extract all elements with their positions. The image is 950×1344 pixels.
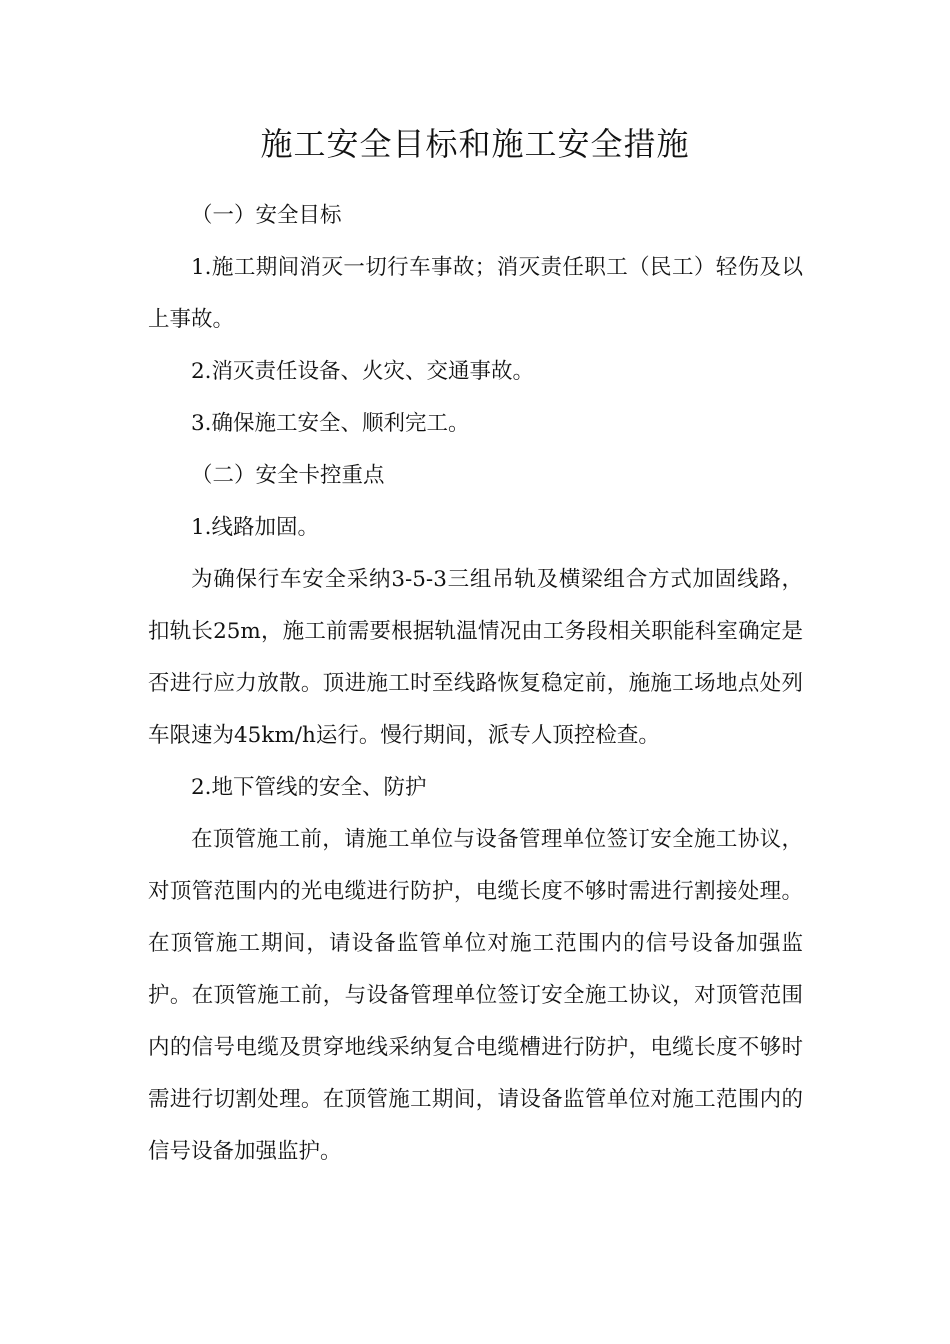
document-title: 施工安全目标和施工安全措施	[260, 125, 690, 163]
paragraph-track-reinforcement-heading: 1.线路加固。	[191, 515, 320, 540]
paragraph-goal-2: 2.消灭责任设备、火灾、交通事故。	[191, 359, 535, 384]
paragraph-goal-3: 3.确保施工安全、顺利完工。	[191, 411, 470, 436]
document-body	[148, 190, 803, 1178]
section-heading-control-points: （二）安全卡控重点	[191, 463, 385, 488]
paragraph-goal-1: 1.施工期间消灭一切行车事故；消灭责任职工（民工）轻伤及以上事故。	[148, 255, 803, 332]
section-heading-safety-goals: （一）安全目标	[191, 203, 342, 228]
paragraph-pipeline-protection-body: 在顶管施工前，请施工单位与设备管理单位签订安全施工协议，对顶管范围内的光电缆进行防护，电缆长度不够时需进行割接处理。在顶管施工期间，请设备监管单位对施工范围内的信号设备加强监护。在顶管施工前，与设备管理单位签订安全施工协议，对顶管范围内的信号电缆及贯穿地线采纳复合电缆槽进行防护，电缆长度不够时需进行切割处理。在顶管施工期间，请设备监管单位对施工范围内的信号设备加强监护。	[148, 827, 803, 1164]
paragraph-track-reinforcement-body: 为确保行车安全采纳3-5-3三组吊轨及横梁组合方式加固线路，扣轨长25m，施工前需要根据轨温情况由工务段相关职能科室确定是否进行应力放散。顶进施工时至线路恢复稳定前，施施工场地点处列车限速为45km/h运行。慢行期间，派专人顶控检查。	[148, 567, 803, 748]
paragraph-pipeline-protection-heading: 2.地下管线的安全、防护	[191, 775, 427, 800]
